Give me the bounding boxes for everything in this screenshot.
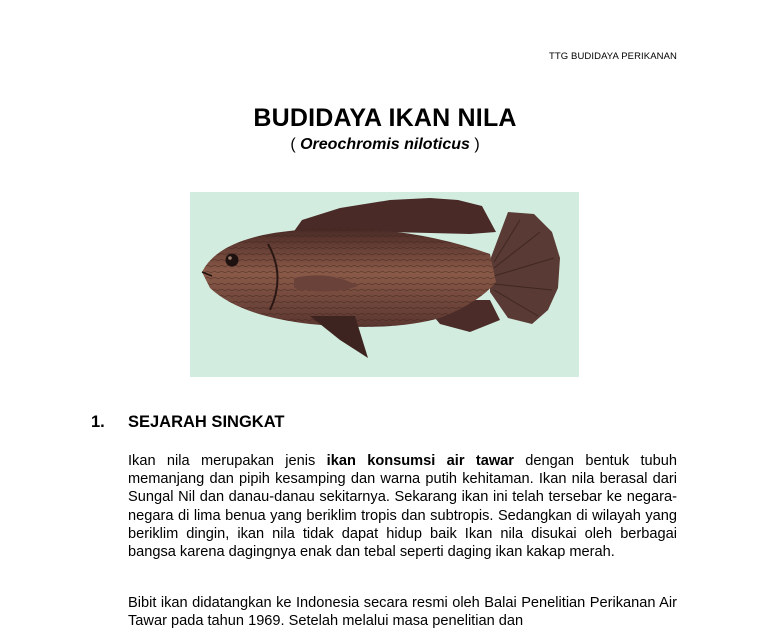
tilapia-fish-graphic — [190, 192, 579, 377]
paragraph-1-text-b: dengan bentuk tubuh memanjang dan pipih kesamping dan warna putih kehitaman. Ikan nila berasal dari Sungal Nil dan danau-danau sekitarnya. Sekarang ikan ini telah tersebar ke negara-negara di lima benua yang beriklim tropis dan subtropis. Sedangkan di wilayah yang beriklim dingin, ikan nila tidak dapat hidup baik Ikan nila disukai oleh berbagai bangsa karena dagingnya enak dan tebal seperti daging ikan kakap merah. — [128, 453, 678, 561]
section-title: SEJARAH SINGKAT — [128, 413, 285, 431]
paragraph-1-text-a: Ikan nila merupakan jenis — [128, 453, 327, 469]
fish-illustration — [190, 192, 579, 377]
paragraph-1-bold-term: ikan konsumsi air tawar — [326, 453, 514, 469]
running-header: TTG BUDIDAYA PERIKANAN — [548, 51, 677, 62]
fish-eye — [226, 254, 239, 267]
document-title: BUDIDAYA IKAN NILA — [253, 104, 517, 132]
scientific-name: Oreochromis niloticus — [300, 136, 470, 153]
document-subtitle — [0, 136, 768, 154]
section-heading — [91, 413, 284, 432]
section-number: 1. — [91, 413, 105, 431]
paragraph-2: Bibit ikan didatangkan ke Indonesia secara resmi oleh Balai Penelitian Perikanan Air Tawar pada tahun 1969. Setelah melalui masa penelitian dan — [128, 595, 677, 630]
tail-fin — [490, 212, 560, 324]
subtitle-open-paren: ( — [290, 136, 301, 153]
subtitle-close-paren: ) — [469, 136, 480, 153]
paragraph-1 — [128, 452, 677, 561]
